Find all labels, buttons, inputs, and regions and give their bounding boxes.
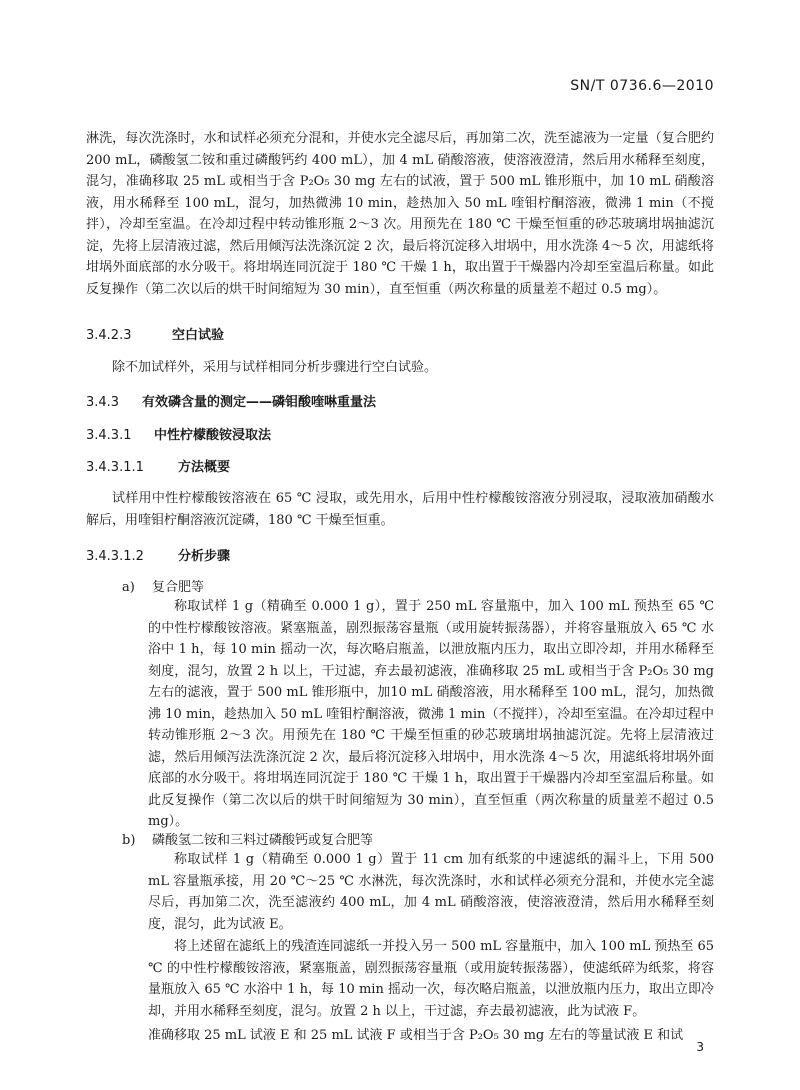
section-number: 3.4.3.1.2 [86, 549, 144, 564]
list-item-a-label [122, 576, 204, 595]
paragraph-procedure-b-solution-f: 将上述留在滤纸上的残渣连同滤纸一并投入另一 500 mL 容量瓶中，加入 100 mL 预热至 65 ℃ 的中性柠檬酸铵溶液，紧塞瓶盖，剧烈振荡容量瓶（或用旋转振荡器），使滤纸碎为纸浆，将容量瓶放入 65 ℃ 水浴中 1 h，每 10 min 摇动一次，每次略启瓶盖，以泄放瓶内压力，取出立即冷却，并用水稀释至刻度，混匀。放置 2 h 以上，干过滤，弃去最初滤液，此为试液 F。 [148, 939, 715, 1019]
heading-3-4-3 [86, 391, 376, 410]
list-item-title: 磷酸氢二铵和三料过磷酸钙或复合肥等 [152, 833, 374, 848]
paragraph-blank-test: 除不加试样外，采用与试样相同分析步骤进行空白试验。 [112, 360, 438, 375]
paragraph-procedure-b-solution-e: 称取试样 1 g（精确至 0.000 1 g）置于 11 cm 加有纸浆的中速滤纸的漏斗上，下用 500 mL 容量瓶承接，用 20 ℃～25 ℃ 水淋洗，每次洗涤时，水和试样必须充分混和，并使水完全滤尽后，再加第二次，洗至滤液约 400 mL，加 4 mL 硝酸溶液，使溶液澄清，然后用水稀释至刻度，混匀，此为试液 E。 [148, 852, 714, 932]
list-marker: b) [122, 833, 136, 848]
list-item-b-label [122, 829, 373, 848]
heading-3-4-2-3 [86, 324, 224, 343]
heading-3-4-3-1-1 [86, 456, 230, 475]
section-number: 3.4.3.1.1 [86, 460, 144, 475]
section-number: 3.4.3.1 [86, 428, 132, 443]
list-item-title: 复合肥等 [152, 580, 205, 595]
section-title: 方法概要 [178, 460, 231, 475]
paragraph-washing-procedure: 淋洗，每次洗涤时，水和试样必须充分混和，并使水完全滤尽后，再加第二次，洗至滤液为一定量（复合肥约 200 mL，磷酸氢二铵和重过磷酸钙约 400 mL），加 4 mL 硝酸溶液，使溶液澄清，然后用水稀释至刻度，混匀，准确移取 25 mL 或相当于含 P₂O₅ 30 mg 左右的试液，置于 500 mL 锥形瓶中，加 10 mL 硝酸溶液，用水稀释至 100 mL，混匀，加热微沸 10 min，趁热加入 50 mL 喹钼柠酮溶液，微沸 1 min（不搅拌），冷却至室温。在冷却过程中转动锥形瓶 2～3 次。用预先在 180 ℃ 干燥至恒重的砂芯玻璃坩埚抽滤沉淀，先将上层清液过滤，然后用倾泻法洗涤沉淀 2 次，最后将沉淀移入坩埚中，用水洗涤 4～5 次，用滤纸将坩埚外面底部的水分吸干。将坩埚连同沉淀于 180 ℃ 干燥 1 h，取出置于干燥器内冷却至室温后称量。如此反复操作（第二次以后的烘干时间缩短为 30 min），直至恒重（两次称量的质量差不超过 0.5 mg）。 [86, 131, 714, 297]
section-title: 空白试验 [172, 328, 225, 343]
section-title: 分析步骤 [178, 549, 231, 564]
list-marker: a) [122, 580, 135, 595]
heading-3-4-3-1-2 [86, 545, 230, 564]
section-number: 3.4.2.3 [86, 328, 132, 343]
heading-3-4-3-1 [86, 424, 271, 443]
standard-code: SN/T 0736.6—2010 [570, 78, 714, 94]
page-number: 3 [696, 1040, 704, 1054]
section-title: 中性柠檬酸铵浸取法 [154, 428, 272, 443]
paragraph-pipette-solutions: 准确移取 25 mL 试液 E 和 25 mL 试液 F 或相当于含 P₂O₅ 30 mg 左右的等量试液 E 和试 [148, 1028, 684, 1043]
paragraph-method-summary: 试样用中性柠檬酸铵溶液在 65 ℃ 浸取，或先用水，后用中性柠檬酸铵溶液分别浸取，浸取液加硝酸水解后，用喹钼柠酮溶液沉淀磷，180 ℃ 干燥至恒重。 [86, 491, 714, 528]
paragraph-procedure-a: 称取试样 1 g（精确至 0.000 1 g），置于 250 mL 容量瓶中，加入 100 mL 预热至 65 ℃ 的中性柠檬酸铵溶液。紧塞瓶盖，剧烈振荡容量瓶（或用旋转振荡器），并将容量瓶放入 65 ℃ 水浴中 1 h，每 10 min 摇动一次，每次略启瓶盖，以泄放瓶内压力，取出立即冷却，并用水稀释至刻度，混匀，放置 2 h 以上，干过滤，弃去最初滤液，准确移取 25 mL 或相当于含 P₂O₅ 30 mg 左右的滤液，置于 500 mL 锥形瓶中，加10 mL 硝酸溶液，用水稀释至 100 mL，混匀，加热微沸 10 min，趁热加入 50 mL 喹钼柠酮溶液，微沸 1 min（不搅拌），冷却至室温。在冷却过程中转动锥形瓶 2～3 次。用预先在 180 ℃ 干燥至恒重的砂芯玻璃坩埚抽滤沉淀。先将上层清液过滤，然后用倾泻法洗涤沉淀 2 次，最后将沉淀移入坩埚中，用水洗涤 4～5 次，用滤纸将坩埚外面底部的水分吸干。将坩埚连同沉淀于 180 ℃ 干燥 1 h，取出置于干燥器内冷却至室温后称量。如此反复操作（第二次以后的烘干时间缩短为 30 min），直至恒重（两次称量的质量差不超过 0.5 mg）。 [148, 599, 714, 829]
section-title: 有效磷含量的测定——磷钼酸喹啉重量法 [142, 395, 377, 410]
section-number: 3.4.3 [86, 395, 120, 410]
